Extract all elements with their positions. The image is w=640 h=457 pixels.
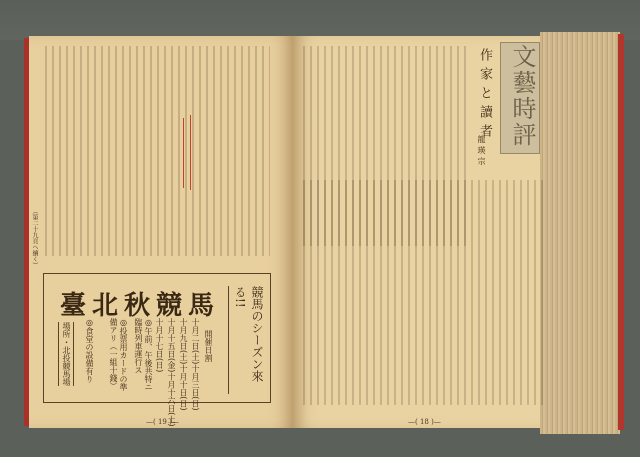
ad-note: ◎食堂の設備有り xyxy=(85,318,94,383)
left-body-text xyxy=(40,46,270,256)
ad-slogan: 競馬のシーズン來る!! xyxy=(228,286,266,394)
ad-date: 十月九日(土)十月十日(日) xyxy=(179,318,188,411)
book-cover-right-edge xyxy=(618,34,624,430)
ad-note: ◎午前、午後共特ニ臨時列車運行ス xyxy=(134,318,153,391)
red-annotation-line xyxy=(190,115,191,190)
section-header: 文藝時評 xyxy=(508,44,536,148)
right-body-text-lower xyxy=(298,180,543,405)
ad-schedule-heading: 開催日割 xyxy=(204,330,213,362)
ad-venue: 場所・北投競馬場 xyxy=(58,322,74,386)
article-author: 龍瑛宗 xyxy=(477,135,486,168)
ad-date: 十月二日(土)十月三日(日) xyxy=(191,318,200,411)
ad-date: 十月十七日(日) xyxy=(155,318,164,373)
ad-note: ◎投票用カードの準備アリ（一組十錢） xyxy=(109,318,128,391)
page-number-left: —( 19 )— xyxy=(146,418,179,426)
page-number-right: —( 18 )— xyxy=(408,418,441,426)
red-annotation-line xyxy=(183,118,184,188)
continuation-note: （第二十九頁へ續く） xyxy=(31,208,38,268)
ad-title: 臺北秋競馬 xyxy=(60,291,221,321)
page-edges xyxy=(540,32,620,434)
ad-date: 十月十五日(金)十月十六日(土) xyxy=(167,318,176,427)
article-title: 作家と讀者 xyxy=(477,48,492,143)
